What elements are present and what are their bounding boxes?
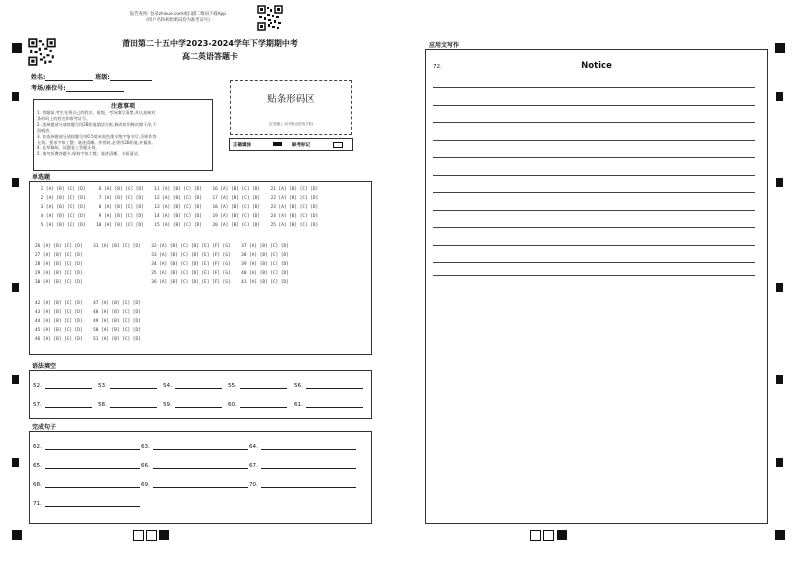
writing-line[interactable] [433,210,755,211]
blank-55[interactable] [228,383,287,389]
exam-subtitle: 高二英语答题卡 [182,52,238,61]
sentence-63[interactable] [141,444,248,450]
mc-row[interactable]: 2 [A] [B] [C] [D] 7 [A] [B] [C] [D] 12 [A] [B] [C] [D] 17 [A] [B] [C] [D] 22 [A] [B] [C] [D] [38,196,319,201]
corner-mark [775,43,785,53]
mc-row[interactable]: 44 [A] [B] [C] [D] 49 [A] [B] [C] [D] [35,319,141,324]
absent-mark-label: 缺考标记 [292,142,310,148]
mc-row[interactable]: 43 [A] [B] [C] [D] 48 [A] [B] [C] [D] [35,310,141,315]
mc-row[interactable]: 5 [A] [B] [C] [D] 10 [A] [B] [C] [D] 15 [A] [B] [C] [D] 20 [A] [B] [C] [D] 25 [A] [B] [C] [D] [38,223,319,228]
sentence-62[interactable] [33,444,140,450]
single-choice-title: 单选题 [32,174,51,181]
instruction-line: 条形码上的姓名和准考证号。 [37,115,91,121]
blank-54[interactable] [163,383,222,389]
writing-line[interactable] [433,227,755,228]
barcode-note: (正面朝上,切勿贴出虚线方框) [268,122,314,126]
writing-line[interactable] [433,245,755,246]
absent-mark-box[interactable] [333,142,343,148]
page-id-mark [133,530,144,541]
timing-mark [776,458,783,467]
mc-row[interactable]: 30 [A] [B] [C] [D] 36 [A] [B] [C] [D] [E] [F] [G] 41 [A] [B] [C] [D] [35,280,289,285]
grammar-fill-box [29,370,372,419]
blank-number: 64. [249,444,258,450]
correct-fill-label: 正确填涂 [233,142,251,148]
page-id-mark [557,530,567,540]
instruction-line: 2. 选择题部分请按题号用2B铅笔填涂方框,修改时用橡皮擦干净,不 [37,121,157,127]
corner-mark [775,530,785,540]
instruction-line: 4. 在草稿纸、试题卷上答题无效。 [37,145,100,151]
mc-row[interactable]: 26 [A] [B] [C] [D] 31 [A] [B] [C] [D] 32 [A] [B] [C] [D] [E] [F] [G] 37 [A] [B] [C] [D] [35,244,289,249]
sentence-67[interactable] [249,463,356,469]
sentence-69[interactable] [141,482,248,488]
blank-number: 58. [98,402,107,408]
qr-code-top [257,5,283,31]
writing-line[interactable] [433,262,755,263]
writing-line[interactable] [433,122,755,123]
blank-59[interactable] [163,402,222,408]
fill-legend [229,138,353,151]
corner-mark [12,43,22,53]
blank-number: 68. [33,482,42,488]
writing-line[interactable] [433,157,755,158]
writing-box[interactable] [425,49,768,524]
blank-61[interactable] [294,402,363,408]
timing-mark [776,375,783,384]
mc-row[interactable]: 46 [A] [B] [C] [D] 51 [A] [B] [C] [D] [35,337,141,342]
report-notice-line2: (用户名和初始密码均为准考证号) [146,18,210,23]
room-field[interactable] [31,83,124,92]
blank-number: 70. [249,482,258,488]
timing-mark [776,283,783,292]
instruction-line: 3. 非选择题部分请按题号用0.5毫米黑色墨水签字笔书写,否则作答 [37,133,157,139]
instructions-text [34,110,212,157]
blank-53[interactable] [98,383,157,389]
sentence-68[interactable] [33,482,140,488]
writing-line[interactable] [433,87,755,88]
page-id-mark [159,530,169,540]
room-label: 考场/座位号: [31,85,66,92]
blank-57[interactable] [33,402,92,408]
blank-number: 56. [294,383,303,389]
page-id-mark [530,530,541,541]
mc-row[interactable]: 4 [A] [B] [C] [D] 9 [A] [B] [C] [D] 14 [A] [B] [C] [D] 19 [A] [B] [C] [D] 24 [A] [B] [C] [D] [38,214,319,219]
blank-number: 63. [141,444,150,450]
writing-line[interactable] [433,140,755,141]
blank-number: 69. [141,482,150,488]
instruction-line: 1. 答题前,考生先将自己的姓名、班级、考场填写清楚,并认真核对 [37,110,156,115]
timing-mark [776,178,783,187]
correct-fill-sample [273,142,282,146]
blank-number: 71. [33,501,42,507]
mc-row[interactable]: 3 [A] [B] [C] [D] 8 [A] [B] [C] [D] 13 [A] [B] [C] [D] 18 [A] [B] [C] [D] 23 [A] [B] [C] [D] [38,205,319,210]
sentence-70[interactable] [249,482,356,488]
barcode-title: 贴条形码区 [267,94,315,105]
mc-row[interactable]: 45 [A] [B] [C] [D] 50 [A] [B] [C] [D] [35,328,141,333]
instructions-title: 注意事项 [110,103,135,110]
name-input-line[interactable] [45,80,93,81]
blank-number: 60. [228,402,237,408]
single-choice-box [29,181,372,355]
timing-mark [12,92,19,101]
name-label: 姓名: [31,74,46,81]
blank-number: 54. [163,383,172,389]
timing-mark [12,375,19,384]
blank-number: 66. [141,463,150,469]
mc-row[interactable]: 28 [A] [B] [C] [D] 34 [A] [B] [C] [D] [E] [F] [G] 39 [A] [B] [C] [D] [35,262,289,267]
blank-number: 62. [33,444,42,450]
instructions-box [33,99,213,171]
blank-number: 65. [33,463,42,469]
mc-row[interactable]: 27 [A] [B] [C] [D] 33 [A] [B] [C] [D] [E] [F] [G] 38 [A] [B] [C] [D] [35,253,289,258]
sentence-65[interactable] [33,463,140,469]
class-input-line[interactable] [110,80,152,81]
class-label: 班级: [95,74,110,81]
blank-52[interactable] [33,383,92,389]
complete-sentences-box [29,431,372,524]
timing-mark [776,92,783,101]
blank-number: 53. [98,383,107,389]
writing-line[interactable] [433,105,755,106]
barcode-area [230,80,352,135]
writing-line[interactable] [433,175,755,176]
sentence-64[interactable] [249,444,356,450]
writing-line[interactable] [433,275,755,276]
mc-row[interactable]: 42 [A] [B] [C] [D] 47 [A] [B] [C] [D] [35,301,141,306]
exam-title: 莆田第二十五中学2023-2024学年下学期期中考 [122,39,298,48]
report-notice [108,12,248,24]
sentence-71[interactable] [33,501,140,507]
blank-56[interactable] [294,383,363,389]
blank-number: 67. [249,463,258,469]
instruction-line: 5. 请勿折叠答题卡,保持字体工整、笔迹清晰、卡面清洁。 [37,151,142,157]
blank-number: 57. [33,402,42,408]
corner-mark [12,530,22,540]
complete-sentences-title: 完成句子 [32,424,57,431]
page-id-mark [146,530,157,541]
name-field[interactable] [31,72,152,81]
page-id-mark [543,530,554,541]
room-input-line[interactable] [66,91,124,92]
mc-row[interactable]: 1 [A] [B] [C] [D] 6 [A] [B] [C] [D] 11 [A] [B] [C] [D] 16 [A] [B] [C] [D] 21 [A] [B] [C] [D] [38,187,319,192]
writing-title: 应用文写作 [429,42,460,49]
report-notice-line1: 报告查询: 登录zhixue.com或扫描二维码下载App [130,12,226,17]
notice-heading: Notice [581,61,612,71]
timing-mark [12,458,19,467]
blank-number: 59. [163,402,172,408]
instruction-line: 留痕迹。 [37,127,54,133]
qr-code-left [28,38,56,66]
blank-60[interactable] [228,402,287,408]
writing-line[interactable] [433,192,755,193]
instruction-line: 无效。要求字体工整、笔迹清晰。作图时,必须用2B铅笔,并描浓。 [37,139,156,145]
blank-58[interactable] [98,402,157,408]
blank-number: 52. [33,383,42,389]
grammar-fill-title: 语法填空 [32,363,57,370]
timing-mark [12,178,19,187]
writing-number: 72. [433,64,442,70]
mc-row[interactable]: 29 [A] [B] [C] [D] 35 [A] [B] [C] [D] [E] [F] [G] 40 [A] [B] [C] [D] [35,271,289,276]
timing-mark [12,283,19,292]
blank-number: 55. [228,383,237,389]
blank-number: 61. [294,402,303,408]
sentence-66[interactable] [141,463,248,469]
